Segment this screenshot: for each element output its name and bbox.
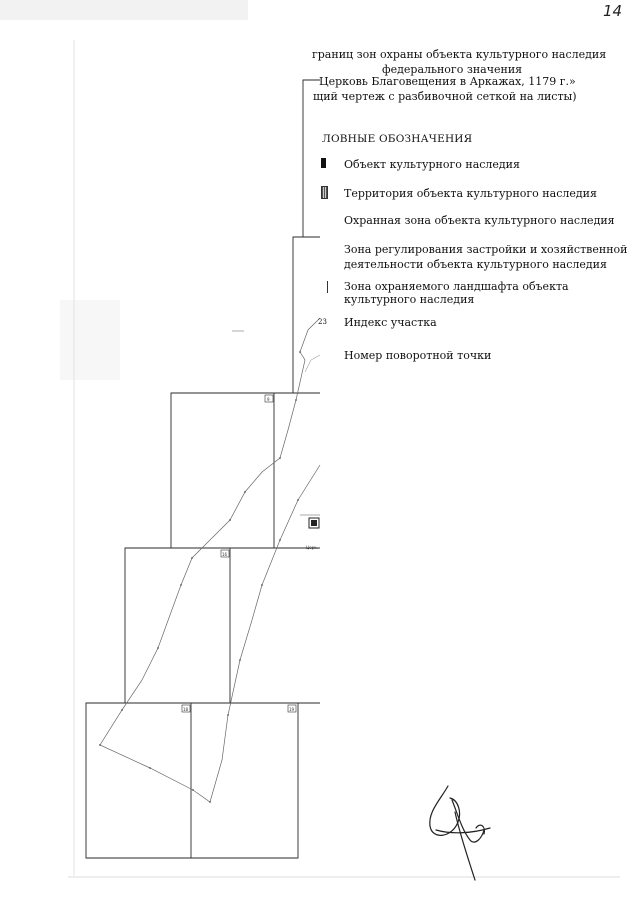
sheet-frame bbox=[293, 237, 320, 393]
sheet-number: 16 bbox=[222, 552, 228, 557]
legend-item-landscape-zone-line-2: культурного наследия bbox=[344, 293, 475, 306]
sheet-number: 19 bbox=[289, 707, 295, 712]
legend-item-territory: Территория объекта культурного наследия bbox=[344, 187, 597, 200]
page-number: 14 bbox=[603, 2, 623, 20]
legend-item-landscape-zone-line-1: Зона охраняемого ландшафта объекта bbox=[344, 280, 569, 293]
title-line-3: Церковь Благовещения в Аркажах, 1179 г.» bbox=[319, 75, 576, 88]
zone-boundary-line bbox=[100, 318, 320, 802]
legend-item-regulation-zone-line-1: Зона регулирования застройки и хозяйственной bbox=[344, 243, 628, 256]
parcel-index-symbol: 23 bbox=[318, 318, 327, 326]
object-building bbox=[300, 515, 320, 528]
legend-item-regulation-zone-line-2: деятельности объекта культурного наследия bbox=[344, 258, 607, 271]
building-label: Церк. bbox=[306, 545, 318, 550]
sheet-number: 9 bbox=[267, 397, 270, 402]
scan-smudge bbox=[0, 0, 248, 20]
scan-smudge bbox=[60, 300, 120, 380]
title-line-1: границ зон охраны объекта культурного наследия bbox=[312, 48, 607, 61]
title-line-4: щий чертеж с разбивочной сеткой на листы) bbox=[313, 90, 577, 103]
sheet-frame bbox=[125, 548, 320, 703]
signature bbox=[430, 786, 490, 880]
title-line-2: федерального значения bbox=[382, 63, 523, 76]
legend-item-object: Объект культурного наследия bbox=[344, 158, 520, 171]
black-rectangle-icon bbox=[321, 158, 326, 168]
turning-points bbox=[99, 351, 301, 803]
legend-item-parcel-index: Индекс участка bbox=[344, 316, 437, 329]
legend-item-protection-zone: Охранная зона объекта культурного наследия bbox=[344, 214, 615, 227]
legend-heading: ЛОВНЫЕ ОБОЗНАЧЕНИЯ bbox=[322, 133, 473, 145]
legend-item-turning-point: Номер поворотной точки bbox=[344, 349, 492, 362]
sheet-number: 18 bbox=[183, 707, 189, 712]
sheet-frame bbox=[86, 703, 320, 858]
sheet-frame bbox=[171, 393, 320, 548]
outline-rectangle-icon bbox=[327, 281, 332, 293]
hatched-rectangle-icon bbox=[321, 186, 328, 199]
zone-boundary-line-inner bbox=[305, 355, 320, 372]
sheet-grid bbox=[86, 80, 320, 858]
